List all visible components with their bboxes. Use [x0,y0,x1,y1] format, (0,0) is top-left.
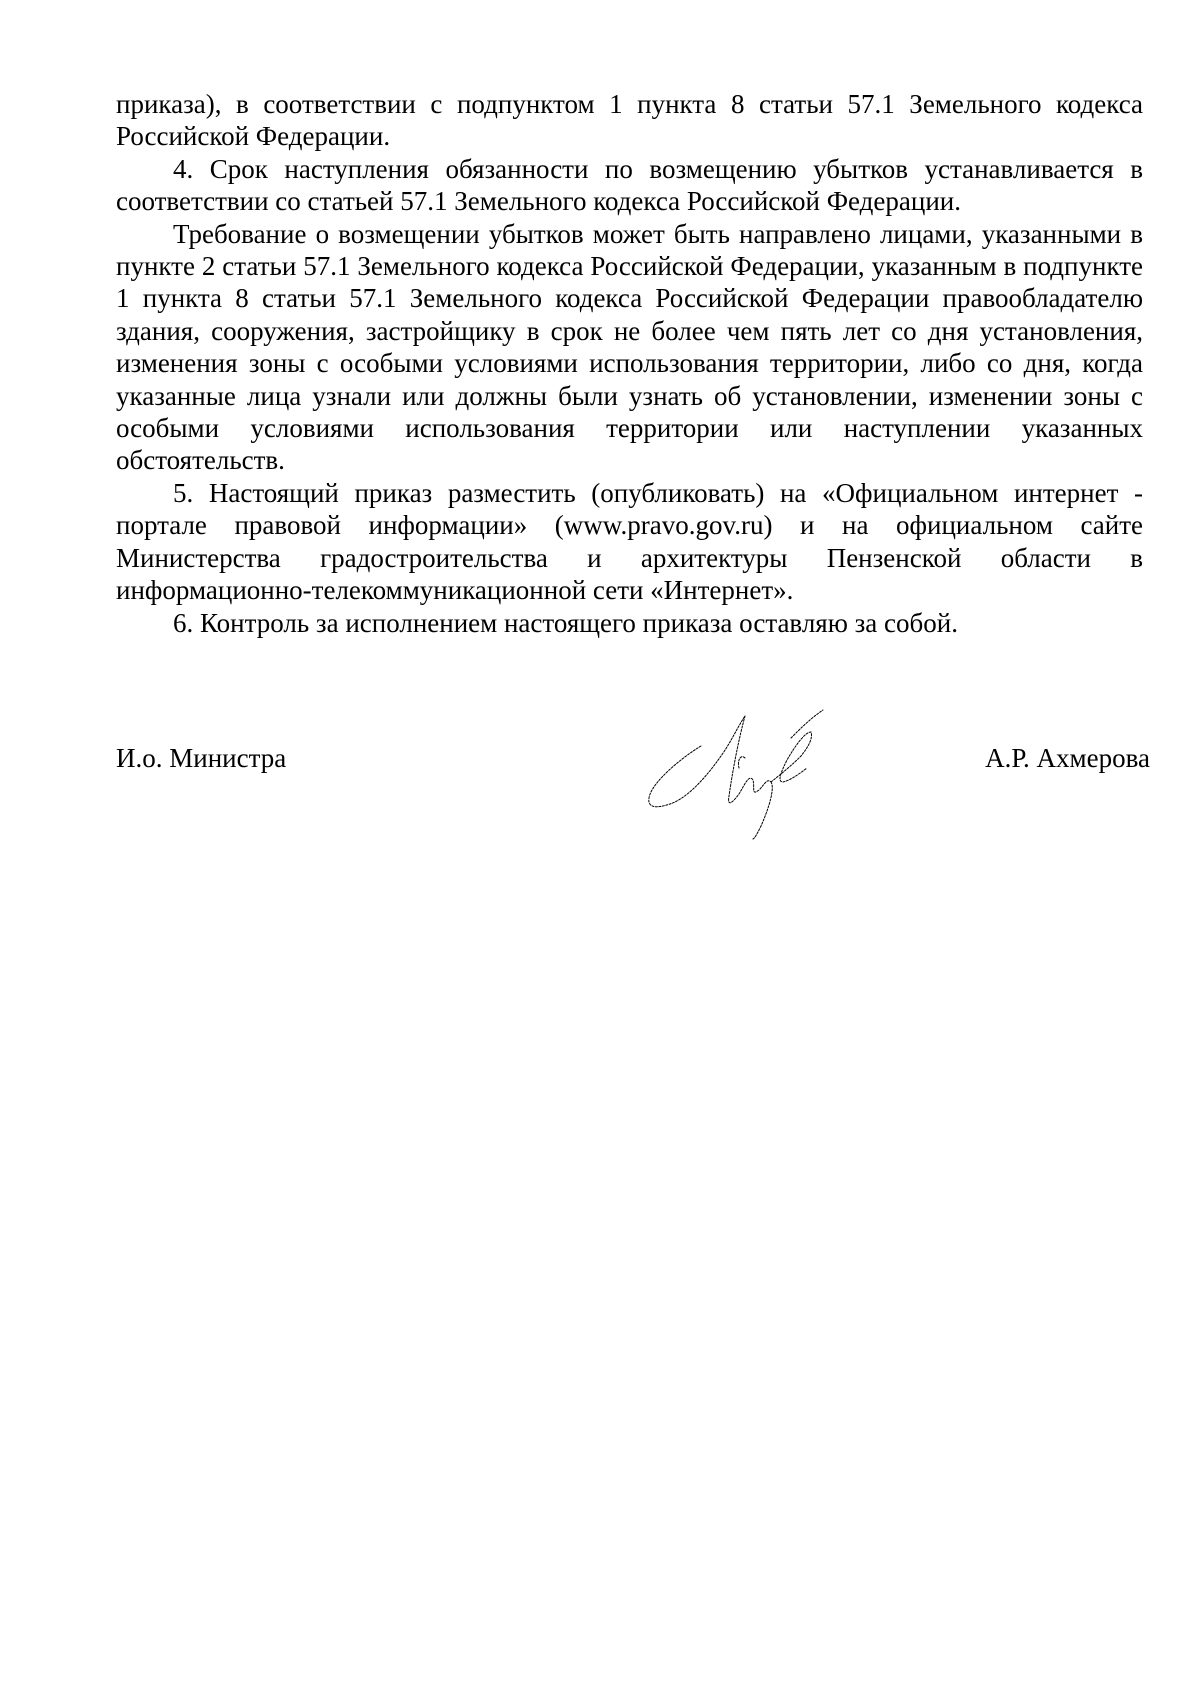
signature-block [116,698,1150,848]
paragraph-item-5: 5. Настоящий приказ разместить (опубликовать) на «Официальном интернет - портале правовой информации» (www.pravo.gov.ru) и на официальном сайте Министерства градостроительства и архитектуры Пензенской области в информационно-телекоммуникационной сети «Интернет». [116,477,1143,606]
paragraph-item-6: 6. Контроль за исполнением настоящего приказа оставляю за собой. [173,607,958,638]
handwritten-signature [641,698,831,840]
paragraph-item-4: 4. Срок наступления обязанности по возмещению убытков устанавливается в соответствии со статьей 57.1 Земельного кодекса Российской Федерации. [116,153,1143,217]
signatory-position: И.о. Министра [116,743,287,773]
signatory-name: А.Р. Ахмерова [985,743,1150,773]
paragraph-damages-claim: Требование о возмещении убытков может быть направлено лицами, указанными в пункте 2 статьи 57.1 Земельного кодекса Российской Федерации, указанным в подпункте 1 пункта 8 статьи 57.1 Земельного кодекса Российской Федерации правообладателю здания, сооружения, застройщику в срок не более чем пять лет со дня установления, изменения зоны с особыми условиями использования территории, либо со дня, когда указанные лица узнали или должны были узнать об установлении, изменении зоны с особыми условиями использования территории или наступлении указанных обстоятельств. [116,218,1143,476]
paragraph-continuation: приказа), в соответствии с подпунктом 1 пункта 8 статьи 57.1 Земельного кодекса Российской Федерации. [116,89,1143,152]
document-body [116,88,1143,639]
